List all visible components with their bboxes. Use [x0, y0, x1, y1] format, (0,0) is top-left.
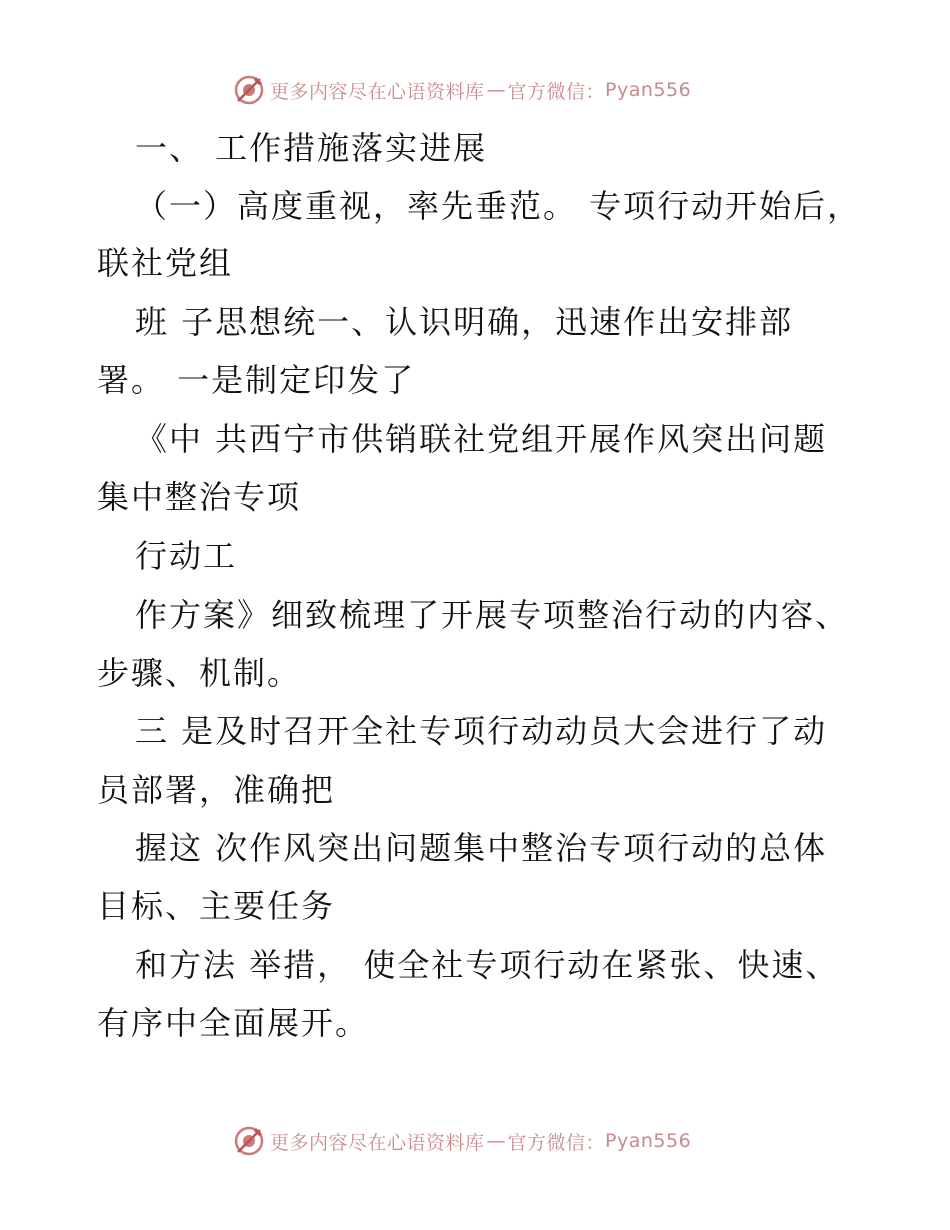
paragraph-line: 目标、主要任务 [97, 887, 336, 925]
section-heading: 一、 工作措施落实进展 [135, 129, 488, 167]
paragraph-line: 有序中全面展开。 [97, 1004, 370, 1042]
paragraph-line: 和方法 举措， 使全社专项行动在紧张、快速、 [135, 946, 840, 984]
paragraph-line: 班 子思想统一、认识明确，迅速作出安排部 [135, 303, 794, 341]
watermark-account: Pyan556 [605, 79, 692, 101]
watermark-text: 更多内容尽在心语资料库 [270, 1131, 485, 1154]
watermark-account: Pyan556 [605, 1130, 692, 1152]
paragraph-line: 作方案》细致梳理了开展专项整治行动的内容、 [135, 596, 850, 634]
watermark-separator: — [486, 79, 506, 101]
pen-logo-icon [232, 73, 266, 107]
watermark-wechat-label: 官方微信： [507, 80, 606, 103]
paragraph-line: 握这 次作风突出问题集中整治专项行动的总体 [135, 829, 828, 867]
paragraph-line: （一）高度重视，率先垂范。 专项行动开始后， [135, 187, 862, 225]
watermark-separator: — [486, 1130, 506, 1152]
header-watermark [232, 72, 732, 108]
paragraph-line: 员部署，准确把 [97, 771, 336, 809]
paragraph-line: 署。 一是制定印发了 [97, 361, 416, 399]
paragraph-line: 《中 共西宁市供销联社党组开展作风突出问题 [135, 420, 828, 458]
paragraph-line: 行动工 [135, 537, 238, 575]
paragraph-line: 步骤、机制。 [97, 654, 302, 692]
watermark-text: 更多内容尽在心语资料库 [270, 80, 485, 103]
pen-logo-icon [232, 1124, 266, 1158]
paragraph-line: 三 是及时召开全社专项行动动员大会进行了动 [135, 712, 828, 750]
footer-watermark [232, 1123, 732, 1159]
paragraph-line: 联社党组 [97, 244, 234, 282]
watermark-wechat-label: 官方微信： [507, 1131, 606, 1154]
paragraph-line: 集中整治专项 [97, 478, 302, 516]
